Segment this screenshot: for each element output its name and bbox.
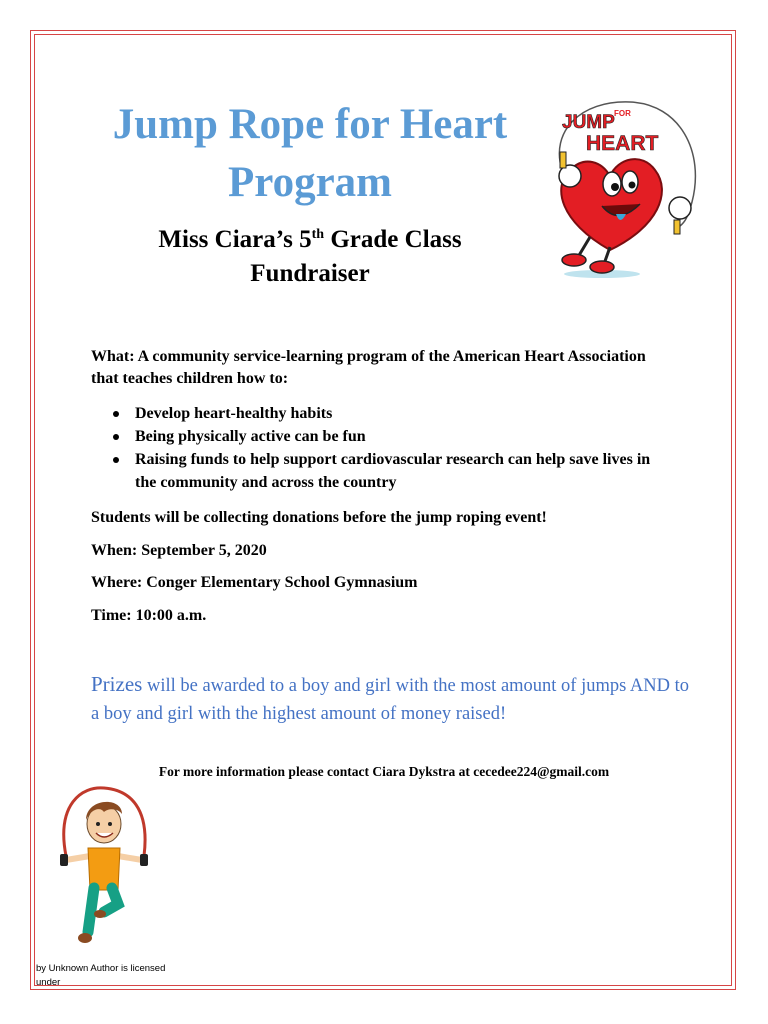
event-where: Where: Conger Elementary School Gymnasium [91,574,418,591]
event-when: When: September 5, 2020 [91,542,267,559]
logo-jump-text: JUMP [562,112,615,133]
habits-list [110,402,670,494]
image-attribution: by Unknown Author is licensed under [36,963,166,988]
logo-for-text: FOR [614,109,631,118]
students-note: Students will be collecting donations before the jump roping event! [91,509,547,526]
subtitle-part2: Grade Class [324,226,462,253]
event-time: Time: 10:00 a.m. [91,607,207,624]
subtitle [90,218,530,291]
jump-for-heart-logo-icon [540,92,710,282]
list-item: Raising funds to help support cardiovascular research can help save lives in the community and across the country [110,448,670,494]
what-paragraph: What: A community service-learning program of the American Heart Association that teaches children how to: [91,348,646,387]
list-item: Being physically active can be fun [110,425,670,448]
list-item: Develop heart-healthy habits [110,402,670,425]
prizes-lead: Prizes [91,672,143,696]
jump-rope-boy-icon [52,784,157,949]
subtitle-line2: Fundraiser [250,260,370,287]
subtitle-part1: Miss Ciara’s 5 [158,226,312,253]
subtitle-sup: th [311,227,325,242]
prizes-paragraph [91,670,701,728]
page-title: Jump Rope for Heart Program [112,101,508,206]
prizes-rest: will be awarded to a boy and girl with the most amount of jumps AND to a boy and girl with the highest amount of money raised! [91,676,690,724]
logo-heart-text: HEART [586,132,659,155]
contact-line: For more information please contact Ciara Dykstra at cecedee224@gmail.com [158,764,610,779]
